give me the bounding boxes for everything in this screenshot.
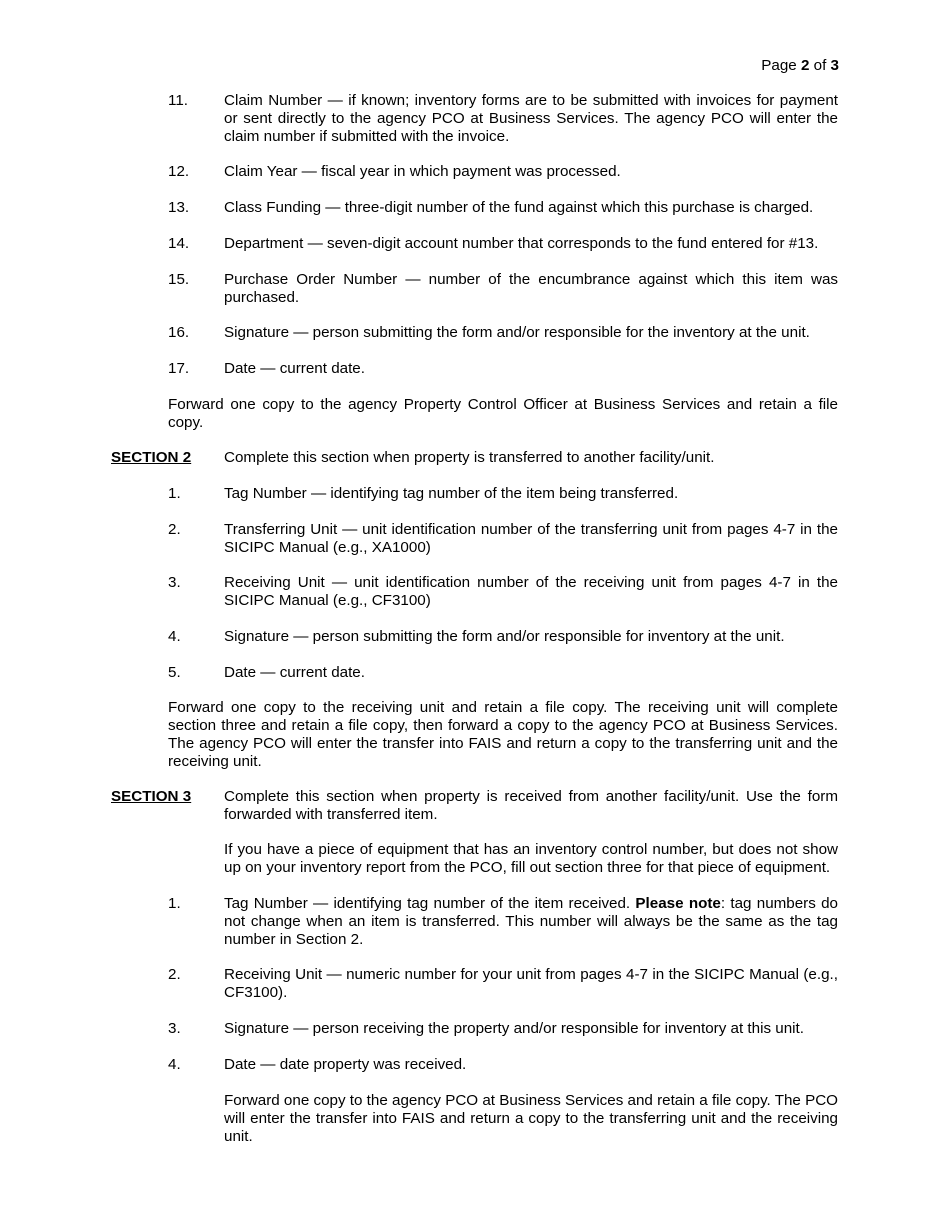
- item-text: Signature — person receiving the property and/or responsible for inventory at this unit.: [224, 1020, 804, 1037]
- item-text: Purchase Order Number — number of the encumbrance against which this item was purchased.: [224, 271, 838, 306]
- item-number: 4.: [168, 628, 181, 645]
- item-text: Receiving Unit — unit identification number of the receiving unit from pages 4-7 in the SICIPC Manual (e.g., CF3100): [224, 574, 838, 609]
- item-text: Class Funding — three-digit number of the fund against which this purchase is charged.: [224, 199, 814, 216]
- page-label-before: Page: [761, 57, 801, 74]
- page-label-middle: of: [809, 57, 831, 74]
- item-number: 5.: [168, 664, 181, 681]
- section3-intro: Complete this section when property is received from another facility/unit. Use the form forwarded with transferred item.: [224, 788, 838, 823]
- section3-note: If you have a piece of equipment that has an inventory control number, but does not show up on your inventory report from the PCO, fill out section three for that piece of equipment.: [224, 841, 838, 876]
- page-number: [761, 57, 839, 75]
- item-text-before: Tag Number — identifying tag number of the item received.: [224, 895, 636, 912]
- section3-heading: SECTION 3: [111, 788, 192, 805]
- item-number: 17.: [168, 360, 190, 377]
- item-text: Receiving Unit — numeric number for your unit from pages 4-7 in the SICIPC Manual (e.g., CF3100).: [224, 966, 838, 1001]
- page-current: 2: [800, 57, 810, 74]
- item-number: 11.: [168, 92, 188, 109]
- section1-forward-paragraph: Forward one copy to the agency Property Control Officer at Business Services and retain a file copy.: [168, 396, 838, 431]
- item-text: Tag Number — identifying tag number of the item being transferred.: [224, 485, 679, 502]
- item-number: 4.: [168, 1056, 181, 1073]
- item-number: 12.: [168, 163, 190, 180]
- section2-intro: Complete this section when property is transferred to another facility/unit.: [224, 449, 715, 466]
- item-number: 2.: [168, 966, 181, 983]
- page-total: 3: [830, 57, 839, 74]
- section2-forward-paragraph: Forward one copy to the receiving unit and retain a file copy. The receiving unit will complete section three and retain a file copy, then forward a copy to the agency PCO at Business Services. The agency PCO will enter the transfer into FAIS and return a copy to the transferring unit and the receiving unit.: [168, 699, 838, 770]
- item-number: 14.: [168, 235, 190, 252]
- section3-forward-paragraph: Forward one copy to the agency PCO at Business Services and retain a file copy. The PCO will enter the transfer into FAIS and return a copy to the transferring unit and the receiving unit.: [224, 1092, 838, 1145]
- item-text: Signature — person submitting the form and/or responsible for inventory at the unit.: [224, 628, 785, 645]
- item-text: [224, 895, 838, 949]
- item-text-after: : tag numbers do not change when an item is transferred. This number will always be the same as the tag number in Section 2.: [224, 895, 838, 948]
- item-text: Date — date property was received.: [224, 1056, 467, 1073]
- item-text: Date — current date.: [224, 664, 365, 681]
- item-number: 13.: [168, 199, 190, 216]
- item-text: Department — seven-digit account number that corresponds to the fund entered for #13.: [224, 235, 819, 252]
- item-text: Transferring Unit — unit identification number of the transferring unit from pages 4-7 in the SICIPC Manual (e.g., XA1000): [224, 521, 838, 556]
- item-number: 16.: [168, 324, 190, 341]
- item-number: 1.: [168, 895, 181, 912]
- item-number: 2.: [168, 521, 181, 538]
- please-note-emphasis: Please note: [635, 895, 721, 912]
- section2-heading: SECTION 2: [111, 449, 192, 466]
- item-text: Signature — person submitting the form and/or responsible for the inventory at the unit.: [224, 324, 810, 341]
- item-number: 1.: [168, 485, 181, 502]
- item-number: 3.: [168, 574, 181, 591]
- item-text: Date — current date.: [224, 360, 365, 377]
- item-text: Claim Number — if known; inventory forms are to be submitted with invoices for payment or sent directly to the agency PCO at Business Services. The agency PCO will enter the claim number if submitted with the invoice.: [224, 92, 838, 145]
- item-text: Claim Year — fiscal year in which payment was processed.: [224, 163, 621, 180]
- item-number: 15.: [168, 271, 190, 288]
- item-number: 3.: [168, 1020, 181, 1037]
